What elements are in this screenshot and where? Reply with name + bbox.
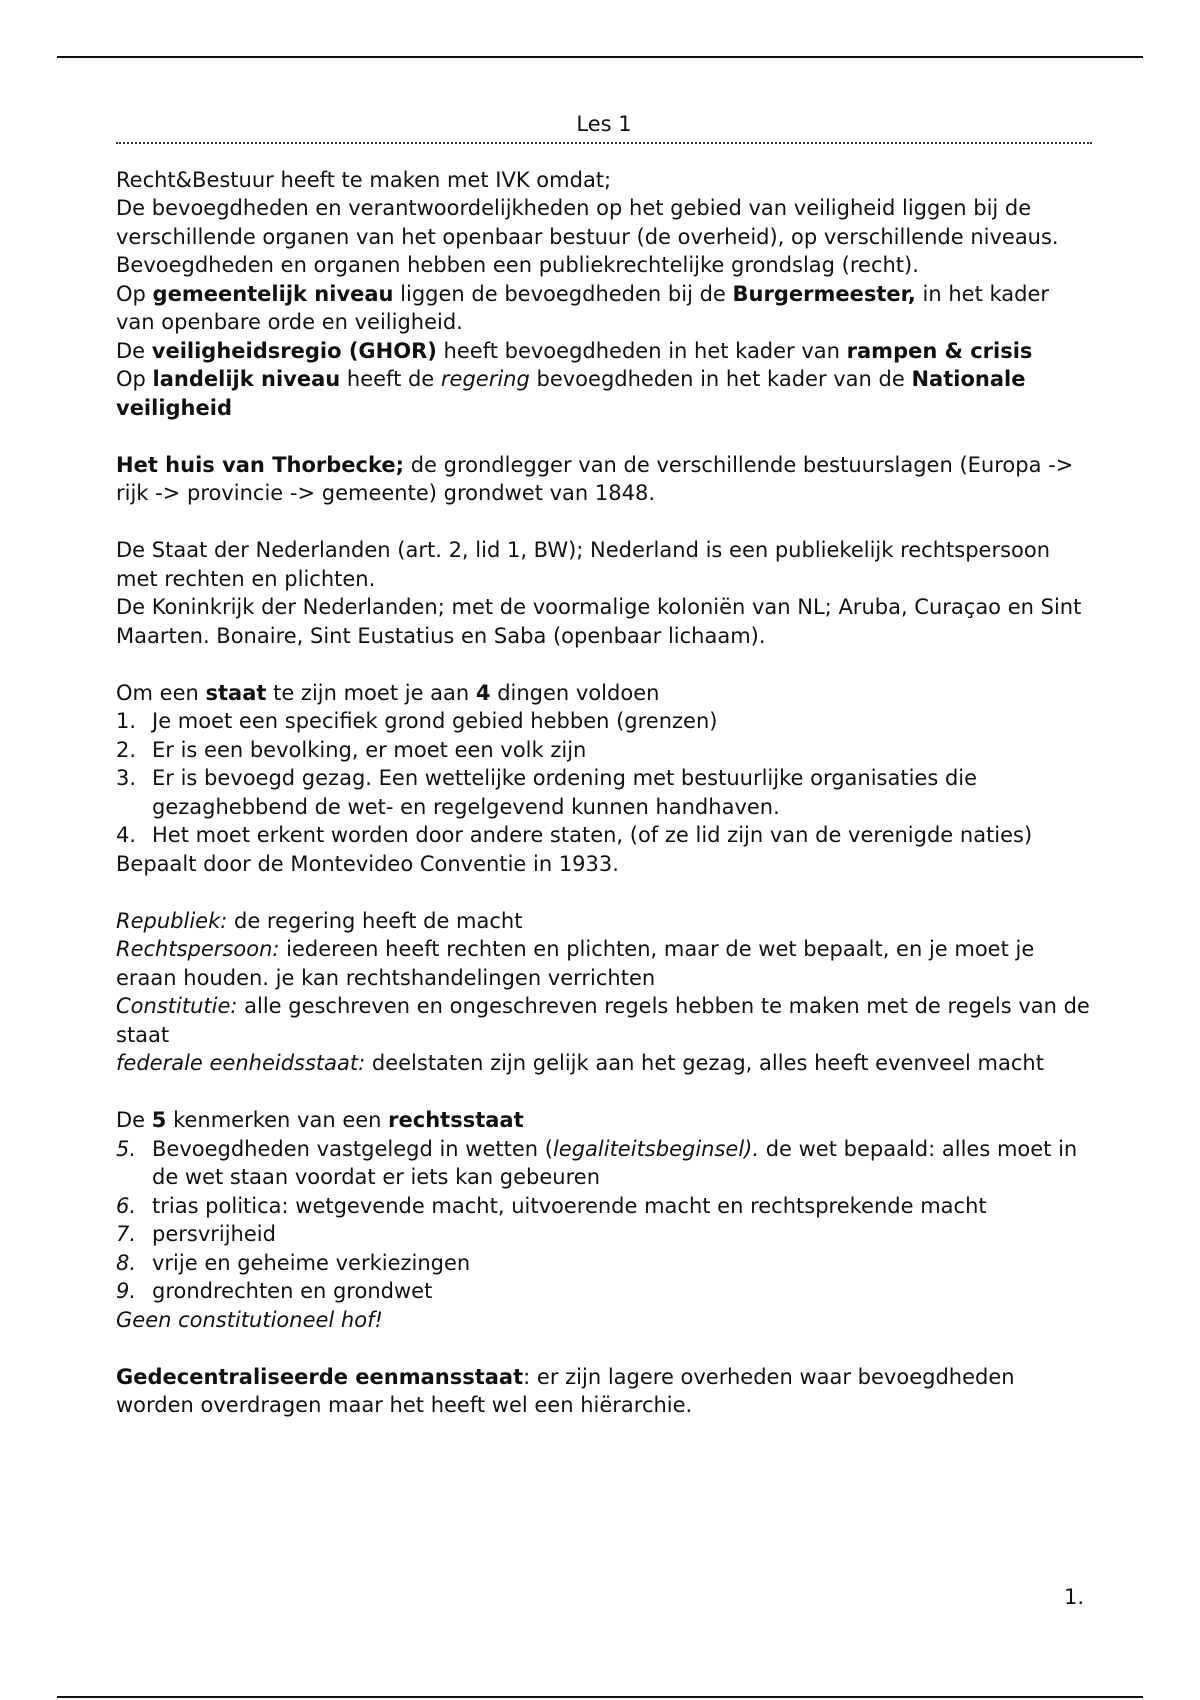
veiligheidsregio-paragraph: De veiligheidsregio (GHOR) heeft bevoegdheden in het kader van rampen & crisis [116,338,1033,363]
eenmansstaat-paragraph: Gedecentraliseerde eenmansstaat: er zijn lagere overheden waar bevoegdheden worden overdragen maar het heeft wel een hiërarchie. [116,1364,1015,1417]
montevideo-line: Bepaalt door de Montevideo Conventie in 1933. [116,851,619,876]
landelijk-paragraph: Op landelijk niveau heeft de regering bevoegdheden in het kader van de Nationale veiligheid [116,367,1026,420]
definition-item: Rechtspersoon: iedereen heeft rechten en plichten, maar de wet bepaalt, en je moet je eraan houden. je kan rechtshandelingen verrichten [116,937,1035,990]
gemeentelijk-paragraph: Op gemeentelijk niveau liggen de bevoegdheden bij de Burgermeester, in het kader van openbare orde en veiligheid. [116,281,1050,334]
voorwaarden-intro: Om een staat te zijn moet je aan 4 dingen voldoen [116,680,660,705]
header-dotted-rule [116,142,1092,144]
list-item: 6. trias politica: wetgevende macht, uitvoerende macht en rechtsprekende macht [116,1193,987,1218]
rechtsstaat-list [116,1135,1092,1306]
definition-item: Republiek: de regering heeft de macht [116,908,523,933]
page-top-rule [57,56,1143,58]
list-item: 5. Bevoegdheden vastgelegd in wetten (legaliteitsbeginsel). de wet bepaald: alles moet in de wet staan voordat er iets kan gebeuren [116,1136,1078,1189]
definition-item: federale eenheidsstaat: deelstaten zijn gelijk aan het gezag, alles heeft evenveel macht [116,1051,1044,1075]
list-item: 8. vrije en geheime verkiezingen [116,1250,471,1275]
page-title: Les 1 [576,112,632,136]
constitutioneel-hof-note: Geen constitutioneel hof! [116,1307,383,1332]
list-item: 3. Er is bevoegd gezag. Een wettelijke ordening met bestuurlijke organisaties die gezaghebbend de wet- en regelgevend kunnen handhaven. [116,766,978,819]
page-number: 1. [1063,1585,1084,1609]
thorbecke-paragraph: Het huis van Thorbecke; de grondlegger van de verschillende bestuurslagen (Europa -> rijk -> provincie -> gemeente) grondwet van 1848. [116,452,1074,505]
document-body [116,110,1092,1420]
rechtsstaat-intro: De 5 kenmerken van een rechtsstaat [116,1108,524,1132]
list-item: 2. Er is een bevolking, er moet een volk zijn [116,737,587,762]
list-item: 7. persvrijheid [116,1222,276,1246]
list-item: 1. Je moet een specifiek grond gebied hebben (grenzen) [116,709,718,733]
voorwaarden-list [116,707,1092,850]
intro-paragraph: De bevoegdheden en verantwoordelijkheden op het gebied van veiligheid liggen bij de verschillende organen van het openbaar bestuur (de overheid), op verschillende niveaus. Bevoegdheden en organen hebben een publiekrechtelijke grondslag (recht). [116,196,1059,277]
definition-item: Constitutie: alle geschreven en ongeschreven regels hebben te maken met de regels van de staat [116,994,1090,1047]
page-bottom-rule [57,1696,1143,1698]
intro-line: Recht&Bestuur heeft te maken met IVK omdat; [116,167,612,192]
staat-paragraph: De Staat der Nederlanden (art. 2, lid 1, BW); Nederland is een publiekelijk rechtspersoon met rechten en plichten. [116,538,1051,591]
koninkrijk-paragraph: De Koninkrijk der Nederlanden; met de voormalige koloniën van NL; Aruba, Curaçao en Sint Maarten. Bonaire, Sint Eustatius en Saba (openbaar lichaam). [116,595,1082,648]
list-item: 9. grondrechten en grondwet [116,1279,433,1303]
list-item: 4. Het moet erkent worden door andere staten, (of ze lid zijn van de verenigde naties) [116,823,1033,847]
